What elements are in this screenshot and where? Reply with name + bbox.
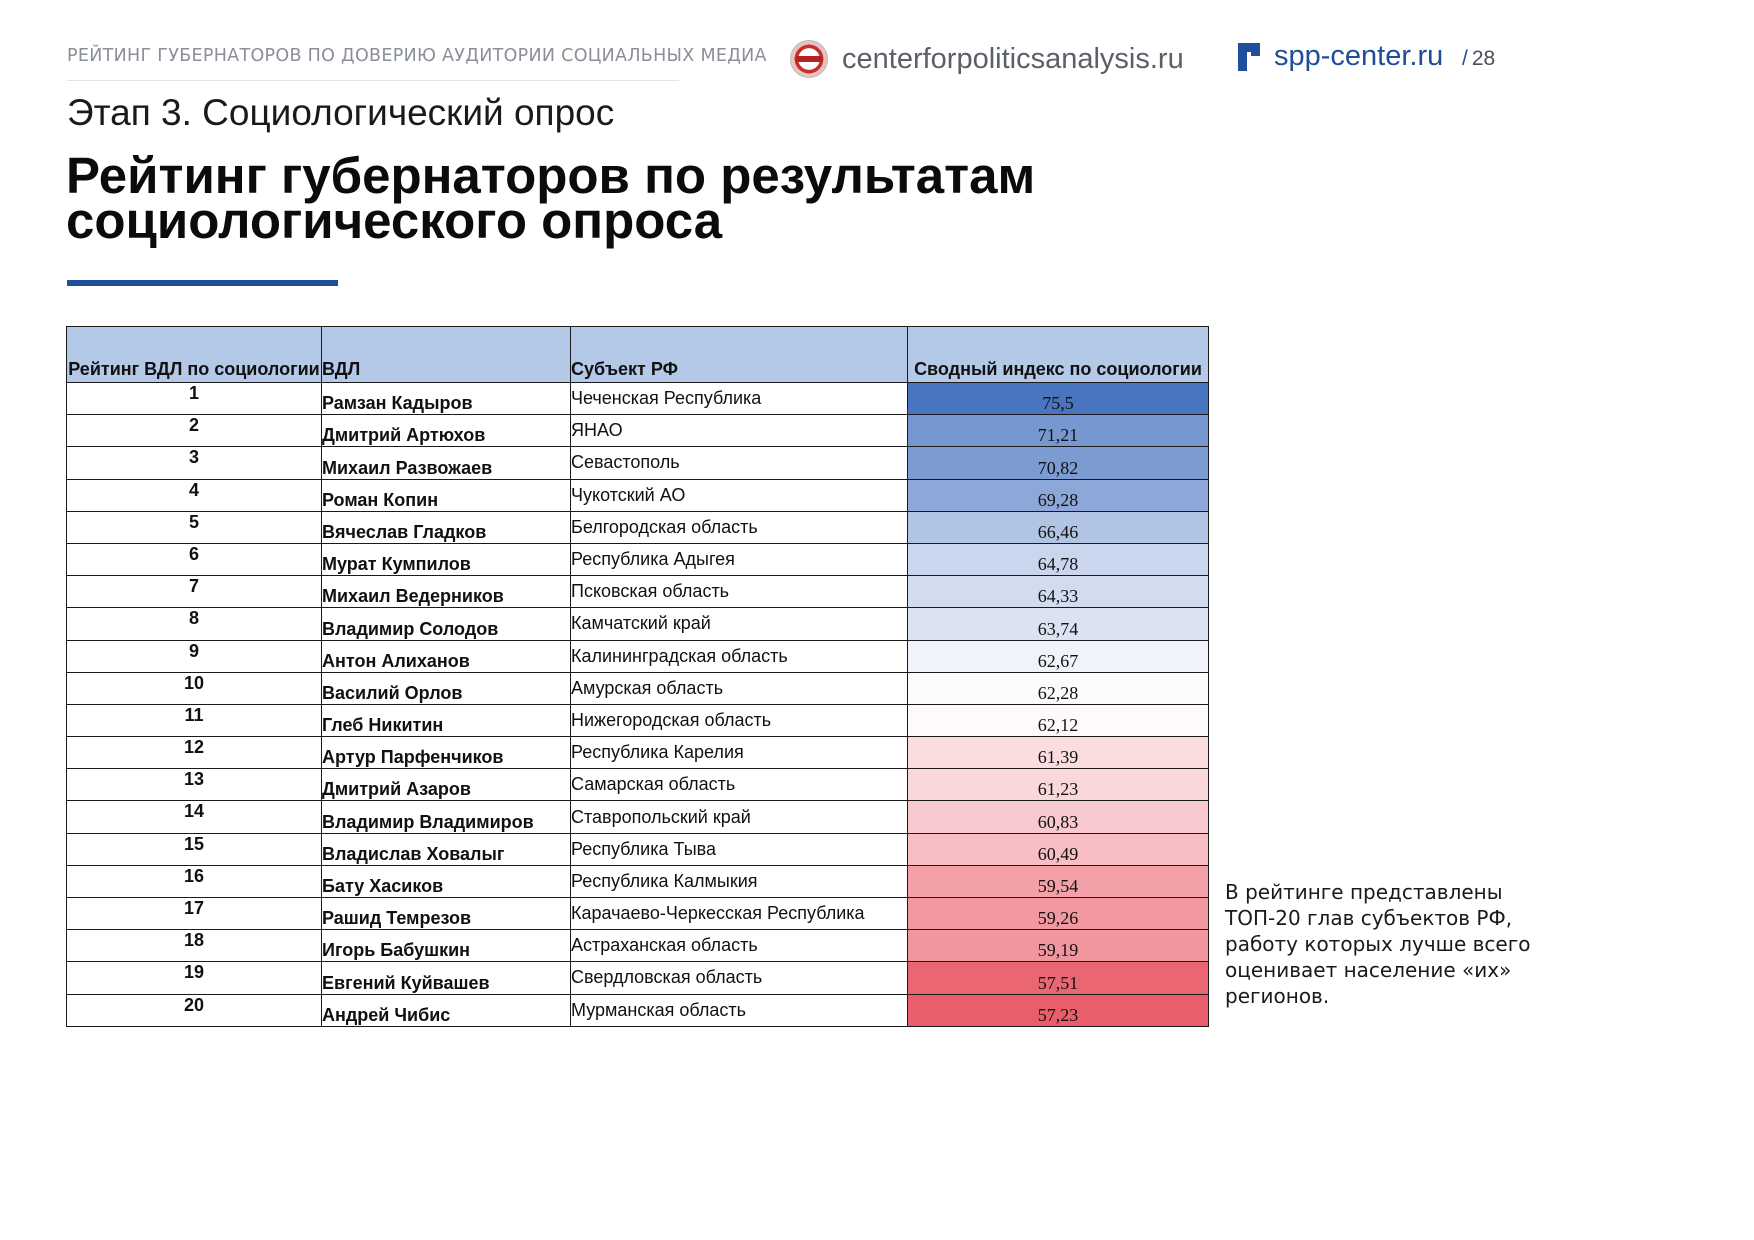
- index-cell: 70,82: [908, 447, 1209, 479]
- page-slash: /: [1462, 47, 1468, 70]
- table-row: [67, 543, 1209, 575]
- stage-title: Этап 3. Социологический опрос: [67, 92, 615, 133]
- governors-rating-table: [66, 326, 1209, 1027]
- governor-name-cell: Вячеслав Гладков: [322, 511, 571, 543]
- page-number-value: 28: [1471, 47, 1496, 70]
- governor-name-cell: Глеб Никитин: [322, 704, 571, 736]
- rank-cell: 9: [67, 640, 322, 672]
- table-row: [67, 769, 1209, 801]
- index-cell: 71,21: [908, 415, 1209, 447]
- table-row: [67, 447, 1209, 479]
- subject-cell: Чукотский АО: [571, 479, 908, 511]
- governor-name-cell: Артур Парфенчиков: [322, 737, 571, 769]
- table-row: [67, 608, 1209, 640]
- rank-cell: 1: [67, 383, 322, 415]
- governor-name-cell: Михаил Развожаев: [322, 447, 571, 479]
- subject-cell: Псковская область: [571, 576, 908, 608]
- table-row: [67, 898, 1209, 930]
- governor-name-cell: Рашид Темрезов: [322, 898, 571, 930]
- index-cell: 59,54: [908, 865, 1209, 897]
- governor-name-cell: Мурат Кумпилов: [322, 543, 571, 575]
- cpa-emblem-icon: [790, 40, 828, 78]
- governor-name-cell: Владислав Ховалыг: [322, 833, 571, 865]
- index-cell: 60,49: [908, 833, 1209, 865]
- governor-name-cell: Владимир Солодов: [322, 608, 571, 640]
- governor-name-cell: Владимир Владимиров: [322, 801, 571, 833]
- index-cell: 61,23: [908, 769, 1209, 801]
- table-row: [67, 415, 1209, 447]
- table-row: [67, 962, 1209, 994]
- table-row: [67, 704, 1209, 736]
- subject-cell: Мурманская область: [571, 994, 908, 1026]
- table-row: [67, 383, 1209, 415]
- table-row: [67, 672, 1209, 704]
- index-cell: 75,5: [908, 383, 1209, 415]
- rank-cell: 8: [67, 608, 322, 640]
- rank-cell: 20: [67, 994, 322, 1026]
- subject-cell: Севастополь: [571, 447, 908, 479]
- subject-cell: Республика Карелия: [571, 737, 908, 769]
- report-subtitle: РЕЙТИНГ ГУБЕРНАТОРОВ ПО ДОВЕРИЮ АУДИТОРИИ СОЦИАЛЬНЫХ МЕДИА: [67, 46, 767, 66]
- rank-cell: 11: [67, 704, 322, 736]
- governor-name-cell: Антон Алиханов: [322, 640, 571, 672]
- index-cell: 57,51: [908, 962, 1209, 994]
- index-cell: 64,78: [908, 543, 1209, 575]
- subject-cell: Самарская область: [571, 769, 908, 801]
- rank-cell: 5: [67, 511, 322, 543]
- index-cell: 62,67: [908, 640, 1209, 672]
- table-row: [67, 640, 1209, 672]
- index-cell: 60,83: [908, 801, 1209, 833]
- header-subject: Субъект РФ: [571, 327, 908, 383]
- table-header-row: [67, 327, 1209, 383]
- rank-cell: 15: [67, 833, 322, 865]
- rank-cell: 10: [67, 672, 322, 704]
- governor-name-cell: Рамзан Кадыров: [322, 383, 571, 415]
- index-cell: 64,33: [908, 576, 1209, 608]
- rank-cell: 18: [67, 930, 322, 962]
- header-name: ВДЛ: [322, 327, 571, 383]
- rank-cell: 16: [67, 865, 322, 897]
- table-row: [67, 801, 1209, 833]
- spp-emblem-icon: [1238, 43, 1264, 71]
- subject-cell: ЯНАО: [571, 415, 908, 447]
- index-cell: 69,28: [908, 479, 1209, 511]
- subject-cell: Республика Тыва: [571, 833, 908, 865]
- index-cell: 62,12: [908, 704, 1209, 736]
- governor-name-cell: Евгений Куйвашев: [322, 962, 571, 994]
- index-cell: 59,26: [908, 898, 1209, 930]
- subject-cell: Амурская область: [571, 672, 908, 704]
- subject-cell: Калининградская область: [571, 640, 908, 672]
- site2-link[interactable]: spp-center.ru: [1274, 40, 1444, 72]
- subject-cell: Свердловская область: [571, 962, 908, 994]
- subject-cell: Камчатский край: [571, 608, 908, 640]
- governor-name-cell: Андрей Чибис: [322, 994, 571, 1026]
- site1-link[interactable]: centerforpoliticsanalysis.ru: [842, 42, 1184, 75]
- governor-name-cell: Игорь Бабушкин: [322, 930, 571, 962]
- rank-cell: 7: [67, 576, 322, 608]
- governor-name-cell: Роман Копин: [322, 479, 571, 511]
- table-row: [67, 930, 1209, 962]
- header-index: Сводный индекс по социологии: [908, 327, 1209, 383]
- rank-cell: 4: [67, 479, 322, 511]
- rank-cell: 2: [67, 415, 322, 447]
- rank-cell: 6: [67, 543, 322, 575]
- rank-cell: 12: [67, 737, 322, 769]
- centerforpoliticsanalysis-logo[interactable]: [790, 40, 1184, 78]
- subject-cell: Астраханская область: [571, 930, 908, 962]
- governor-name-cell: Михаил Ведерников: [322, 576, 571, 608]
- page-number: [1462, 47, 1495, 71]
- side-note: В рейтинге представлены ТОП-20 глав субъектов РФ, работу которых лучше всего оценивает население «их» регионов.: [1225, 880, 1531, 1008]
- table-row: [67, 511, 1209, 543]
- subtitle-divider: [67, 80, 679, 81]
- rank-cell: 3: [67, 447, 322, 479]
- index-cell: 63,74: [908, 608, 1209, 640]
- subject-cell: Республика Калмыкия: [571, 865, 908, 897]
- rank-cell: 14: [67, 801, 322, 833]
- rank-cell: 13: [67, 769, 322, 801]
- table-row: [67, 833, 1209, 865]
- table-row: [67, 576, 1209, 608]
- rank-cell: 19: [67, 962, 322, 994]
- index-cell: 62,28: [908, 672, 1209, 704]
- subject-cell: Ставропольский край: [571, 801, 908, 833]
- index-cell: 61,39: [908, 737, 1209, 769]
- governor-name-cell: Василий Орлов: [322, 672, 571, 704]
- rank-cell: 17: [67, 898, 322, 930]
- subject-cell: Нижегородская область: [571, 704, 908, 736]
- subject-cell: Республика Адыгея: [571, 543, 908, 575]
- governor-name-cell: Бату Хасиков: [322, 865, 571, 897]
- title-accent-bar: [67, 280, 338, 286]
- table-row: [67, 479, 1209, 511]
- table-row: [67, 737, 1209, 769]
- subject-cell: Карачаево-Черкесская Республика: [571, 898, 908, 930]
- table-row: [67, 865, 1209, 897]
- index-cell: 66,46: [908, 511, 1209, 543]
- page-title: Рейтинг губернаторов по результатам социологического опроса: [66, 147, 1036, 249]
- subject-cell: Белгородская область: [571, 511, 908, 543]
- subject-cell: Чеченская Республика: [571, 383, 908, 415]
- index-cell: 57,23: [908, 994, 1209, 1026]
- governor-name-cell: Дмитрий Артюхов: [322, 415, 571, 447]
- table-row: [67, 994, 1209, 1026]
- governor-name-cell: Дмитрий Азаров: [322, 769, 571, 801]
- header-rank: Рейтинг ВДЛ по социологии: [67, 327, 322, 383]
- spp-center-logo[interactable]: [1238, 40, 1443, 73]
- index-cell: 59,19: [908, 930, 1209, 962]
